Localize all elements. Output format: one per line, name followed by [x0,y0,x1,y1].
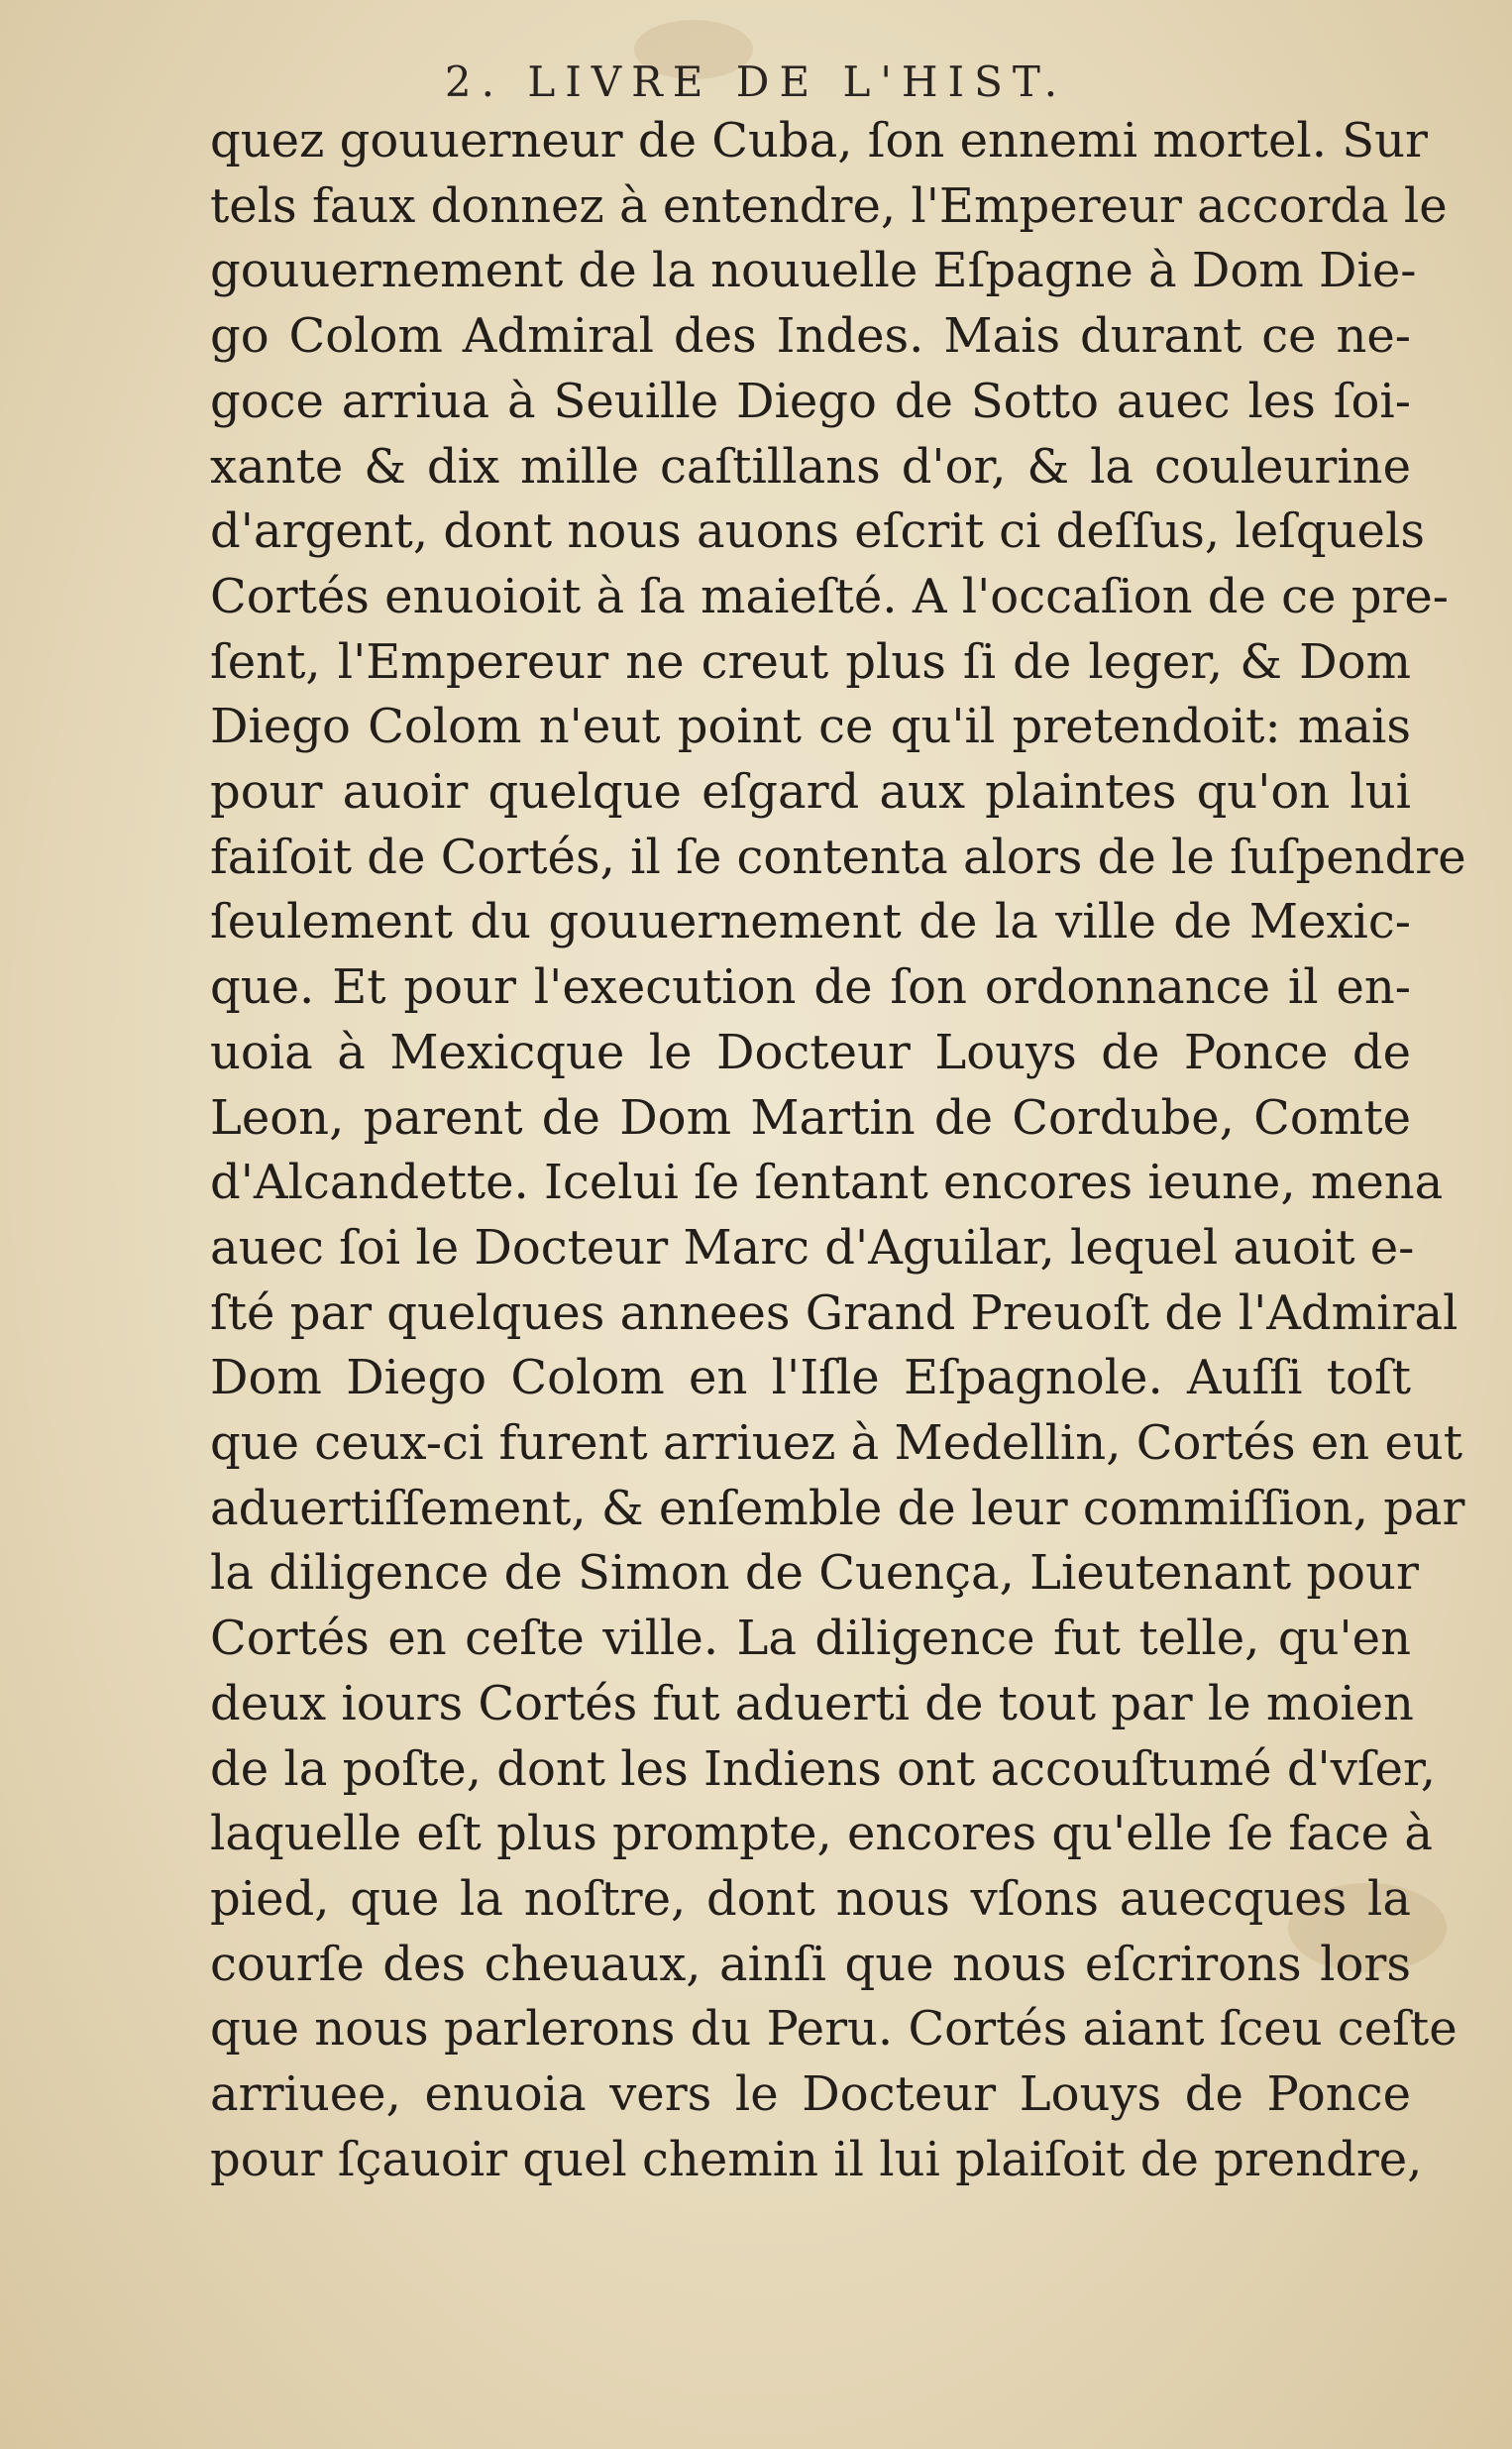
text-line: Leon, parent de Dom Martin de Cordube, Comte [210,1089,1411,1146]
text-line: faiſoit de Cortés, il ſe contenta alors de le ſuſpendre [210,829,1466,885]
text-line: Dom Diego Colom en l'Iſle Eſpagnole. Auſſi toſt [210,1350,1411,1406]
text-line: laquelle eſt plus prompte, encores qu'elle ſe face à [210,1806,1433,1862]
text-line: ſent, l'Empereur ne creut plus ſi de leger, & Dom [210,633,1411,690]
running-head: 2. LIVRE DE L'HIST. [444,57,1068,106]
text-line: pour ſçauoir quel chemin il lui plaiſoit de prendre, [210,2131,1423,2187]
text-line: que ceux-ci furent arriuez à Medellin, Cortés en eut [210,1415,1463,1472]
text-line: la diligence de Simon de Cuença, Lieutenant pour [210,1545,1419,1602]
text-line: gouuernement de la nouuelle Eſpagne à Dom Die- [210,243,1417,299]
text-line: Cortés en ceſte ville. La diligence fut telle, qu'en [210,1611,1411,1667]
text-line: pied, que la noſtre, dont nous vſons auecques la [210,1870,1411,1927]
text-line: ſté par quelques annees Grand Preuoſt de l'Admiral [210,1284,1458,1341]
text-line: ſeulement du gouuernement de la ville de Mexic- [210,894,1411,950]
text-line: tels faux donnez à entendre, l'Empereur accorda le [210,177,1448,234]
text-line: uoia à Mexicque le Docteur Louys de Ponce de [210,1024,1411,1080]
text-line: go Colom Admiral des Indes. Mais durant ce ne- [210,308,1411,365]
text-line: xante & dix mille caſtillans d'or, & la couleurine [210,438,1411,495]
text-line: que nous parlerons du Peru. Cortés aiant ſceu ceſte [210,2001,1458,2058]
text-line: d'Alcandette. Icelui ſe ſentant encores ieune, mena [210,1155,1444,1211]
text-line: pour auoir quelque eſgard aux plaintes qu'on lui [210,764,1411,821]
text-line: quez gouuerneur de Cuba, ſon ennemi mortel. Sur [210,113,1428,168]
text-line: courſe des cheuaux, ainſi que nous eſcrirons lors [210,1936,1411,1992]
text-line: Diego Colom n'eut point ce qu'il pretendoit: mais [210,699,1411,755]
text-line: de la poſte, dont les Indiens ont accouſtumé d'vſer, [210,1740,1436,1797]
body-text [210,109,1466,2193]
text-line: que. Et pour l'execution de ſon ordonnance il en- [210,959,1411,1016]
text-line: deux iours Cortés fut aduerti de tout par le moien [210,1675,1414,1731]
text-line: auec ſoi le Docteur Marc d'Aguilar, lequel auoit e- [210,1219,1415,1276]
text-line: aduertiſſement, & enſemble de leur commiſſion, par [210,1480,1465,1536]
text-line: goce arriua à Seuille Diego de Sotto auec les ſoi- [210,373,1411,429]
text-line: Cortés enuoioit à ſa maieſté. A l'occaſion de ce pre- [210,568,1449,624]
text-line: arriuee, enuoia vers le Docteur Louys de Ponce [210,2066,1411,2123]
text-line: d'argent, dont nous auons eſcrit ci deſſus, leſquels [210,503,1425,560]
